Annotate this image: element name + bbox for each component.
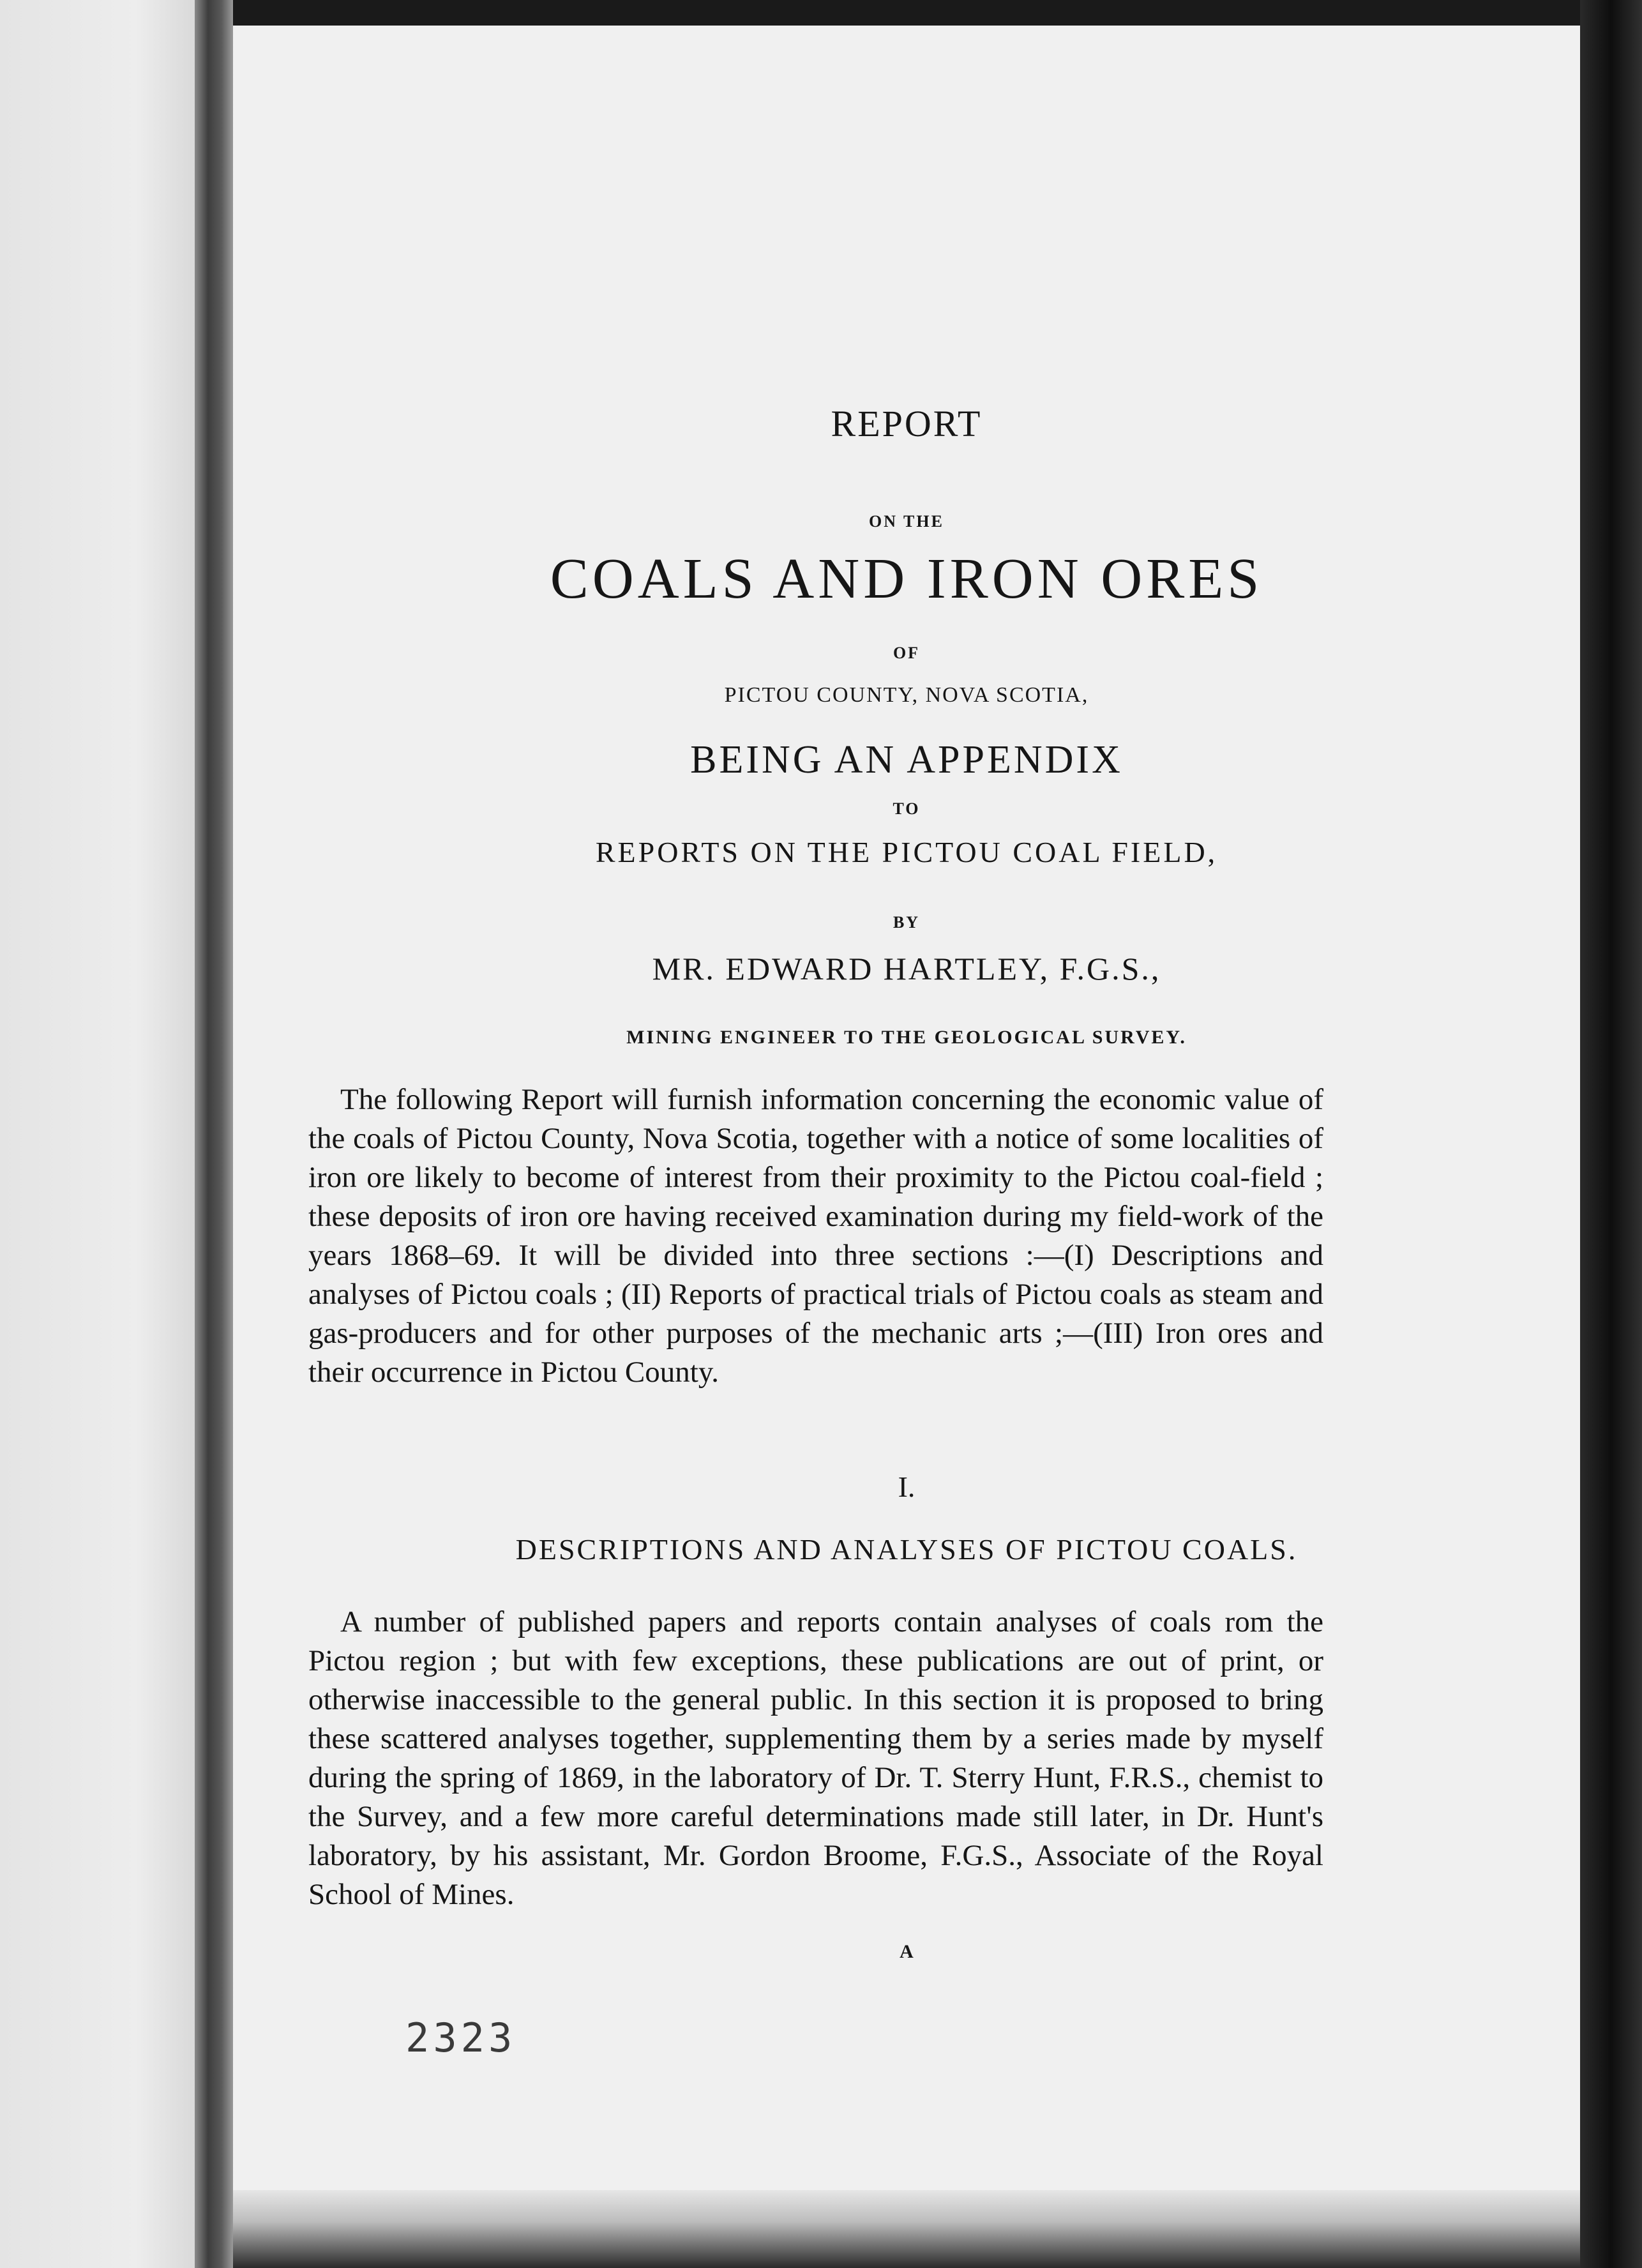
left-facing-page bbox=[0, 0, 195, 2268]
title-county: PICTOU COUNTY, NOVA SCOTIA, bbox=[724, 683, 1089, 707]
title-by: BY bbox=[893, 913, 921, 932]
author-name: MR. EDWARD HARTLEY, F.G.S., bbox=[652, 951, 1161, 987]
title-appendix: BEING AN APPENDIX bbox=[690, 738, 1123, 782]
section-paragraph: A number of published papers and reports contain analyses of coals rom the Pictou region ; but with few exceptions, these publications are out of print, or otherwise inaccessible to the general public. In this section it is proposed to bring these scattered analyses together, supplementing them by a series made by myself during the spring of 1869, in the laboratory of Dr. T. Sterry Hunt, F.R.S., chemist to the Survey, and a few more careful determinations made still later, in Dr. Hunt's laboratory, by his assistant, Mr. Gordon Broome, F.G.S., Associate of the Royal School of Mines. bbox=[308, 1605, 1323, 1911]
book-spine-shadow bbox=[195, 0, 233, 2268]
report-title: REPORT bbox=[831, 403, 983, 444]
section-number: I. bbox=[898, 1470, 915, 1503]
title-reports: REPORTS ON THE PICTOU COAL FIELD, bbox=[595, 836, 1218, 868]
signature-mark: A bbox=[900, 1941, 914, 1962]
page-bottom-edge bbox=[233, 2190, 1580, 2268]
author-position: MINING ENGINEER TO THE GEOLOGICAL SURVEY. bbox=[626, 1027, 1187, 1048]
document-page bbox=[233, 26, 1580, 2190]
intro-paragraph: The following Report will furnish information concerning the economic value of the coals of Pictou County, Nova Scotia, together with a notice of some localities of iron ore likely to become of interest from their proximity to the Pictou coal-field ; these deposits of iron ore having received examination during my field-work of the years 1868–69. It will be divided into three sections :—(I) Descriptions and analyses of Pictou coals ; (II) Reports of practical trials of Pictou coals as steam and gas-producers and for other purposes of the mechanic arts ;—(III) Iron ores and their occurrence in Pictou County. bbox=[308, 1083, 1323, 1389]
title-on-the: ON THE bbox=[869, 512, 944, 531]
section-heading: DESCRIPTIONS AND ANALYSES OF PICTOU COALS. bbox=[515, 1533, 1298, 1566]
title-of: OF bbox=[893, 644, 921, 662]
main-title: COALS AND IRON ORES bbox=[550, 547, 1263, 610]
title-to: TO bbox=[893, 799, 921, 818]
scan-right-border bbox=[1580, 0, 1642, 2268]
handwritten-number: 2323 bbox=[405, 2015, 516, 2061]
